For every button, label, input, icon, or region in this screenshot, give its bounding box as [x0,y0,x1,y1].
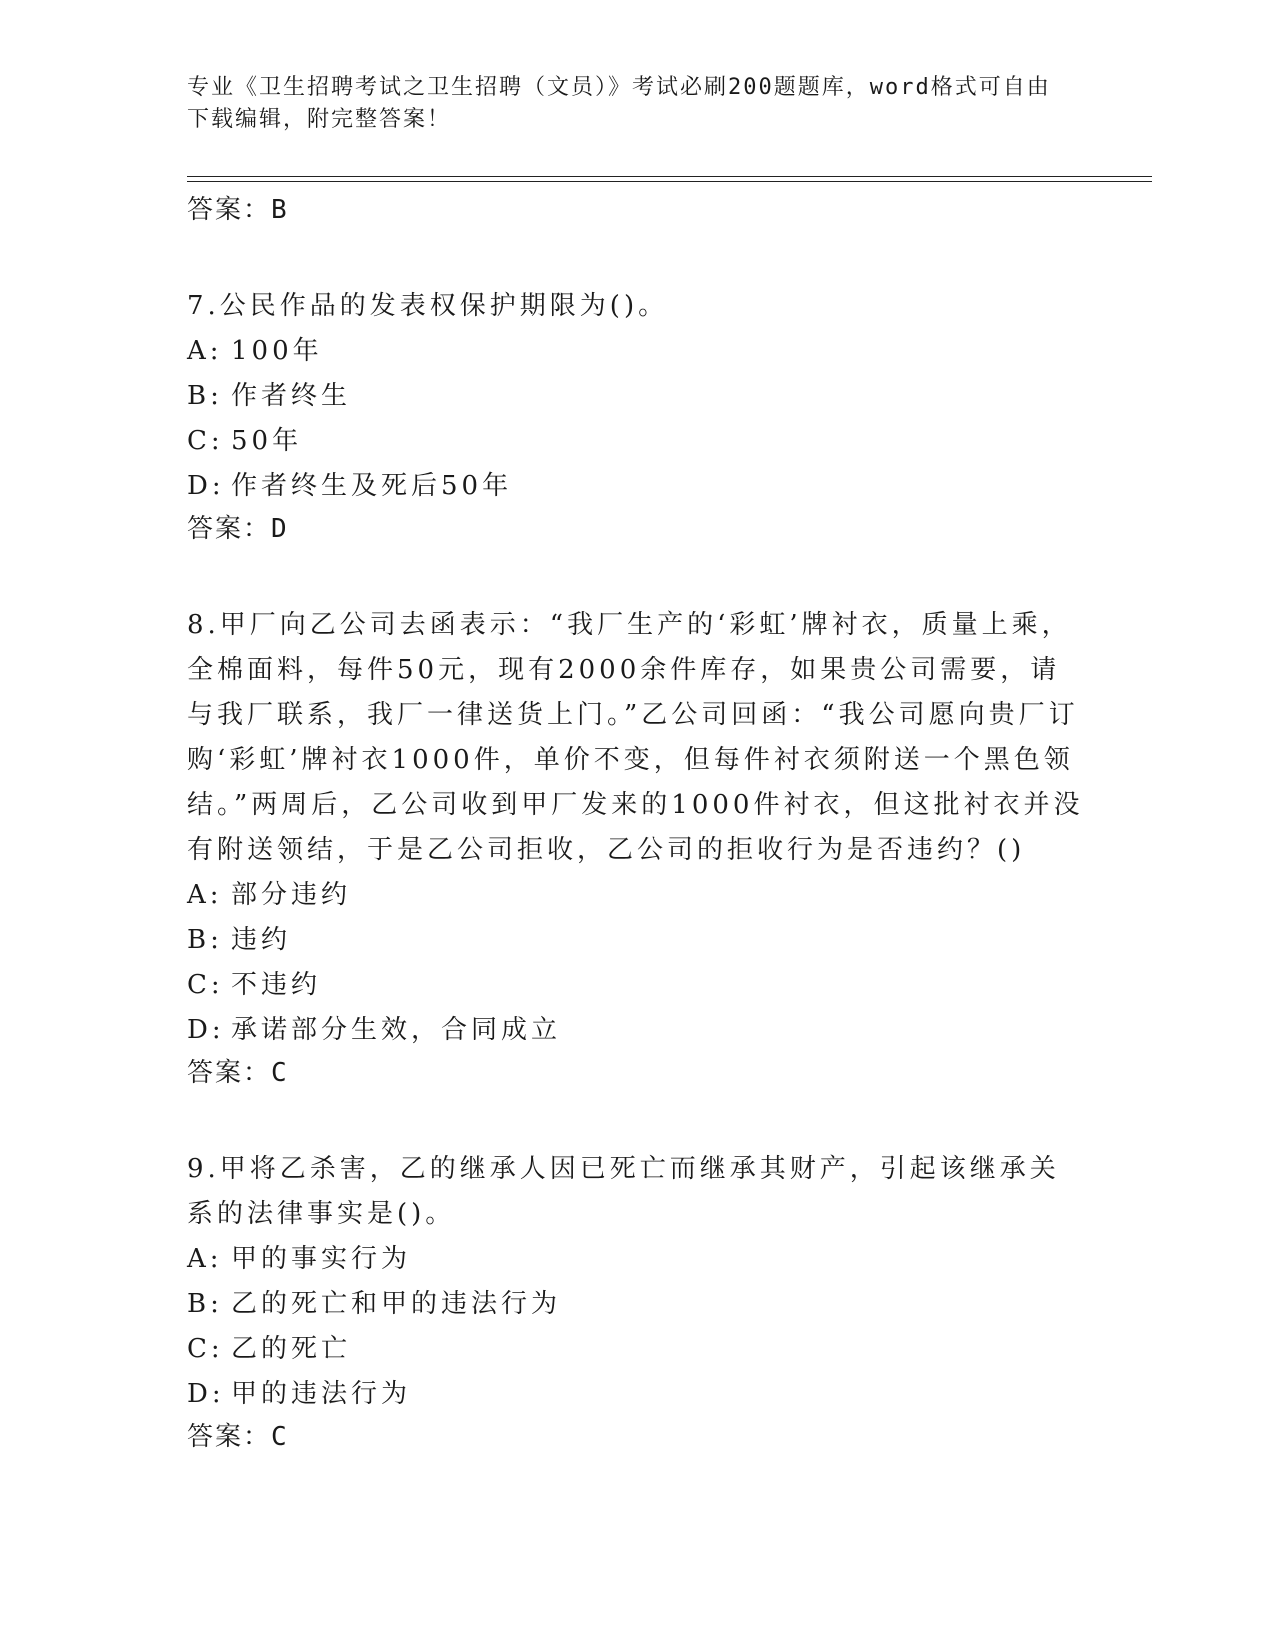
option-text: 承诺部分生效，合同成立 [231,1015,562,1045]
option-letter: A: [187,336,223,366]
option-letter: C: [187,970,224,1000]
option-text: 甲的违法行为 [231,1379,412,1409]
option-letter: C: [187,426,224,456]
answer-line: 答案：D [187,514,289,544]
option-b [187,374,1087,419]
option-text: 乙的死亡 [231,1334,352,1364]
option-text: 作者终生及死后50年 [231,471,513,501]
answer-line: 答案：B [187,195,289,225]
option-a [187,1237,1087,1282]
question-item [187,603,1087,1091]
option-letter: A: [187,1244,223,1274]
option-a [187,873,1087,918]
option-d [187,1372,1087,1417]
option-text: 不违约 [231,970,322,1000]
option-d [187,1008,1087,1053]
option-c [187,1327,1087,1372]
answer-line: 答案：C [187,1058,289,1088]
option-text: 甲的事实行为 [231,1244,412,1274]
page-header: 专业《卫生招聘考试之卫生招聘（文员）》考试必刷200题题库，word格式可自由下载编辑，附完整答案！ [187,75,1051,132]
option-text: 乙的死亡和甲的违法行为 [231,1289,562,1319]
option-letter: C: [187,1334,224,1364]
option-letter: D: [187,1015,225,1045]
question-item [187,284,1087,547]
option-d [187,464,1087,509]
option-letter: A: [187,880,223,910]
option-text: 部分违约 [231,880,352,910]
answer-line: 答案：C [187,1422,289,1452]
header-divider [187,176,1152,182]
question-stem: 9.甲将乙杀害，乙的继承人因已死亡而继承其财产，引起该继承关系的法律事实是()。 [187,1154,1060,1229]
option-letter: D: [187,1379,225,1409]
question-list [187,192,1087,1455]
option-text: 违约 [231,925,292,955]
question-stem: 8.甲厂向乙公司去函表示：“我厂生产的‘彩虹’牌衬衣，质量上乘，全棉面料，每件50元，现有2000余件库存，如果贵公司需要，请与我厂联系，我厂一律送货上门。”乙公司回函：“我公司愿向贵厂订购‘彩虹’牌衬衣1000件，单价不变，但每件衬衣须附送一个黑色领结。”两周后，乙公司收到甲厂发来的1000件衬衣，但这批衬衣并没有附送领结，于是乙公司拒收，乙公司的拒收行为是否违约？() [187,610,1084,865]
option-text: 50年 [231,426,303,456]
option-b [187,918,1087,963]
option-text: 100年 [231,336,323,366]
option-c [187,963,1087,1008]
question-stem: 7.公民作品的发表权保护期限为()。 [187,291,669,321]
option-letter: B: [187,381,223,411]
option-text: 作者终生 [231,381,352,411]
question-item [187,1147,1087,1455]
option-letter: D: [187,471,225,501]
option-c [187,419,1087,464]
option-letter: B: [187,925,223,955]
option-letter: B: [187,1289,223,1319]
option-a [187,329,1087,374]
option-b [187,1282,1087,1327]
